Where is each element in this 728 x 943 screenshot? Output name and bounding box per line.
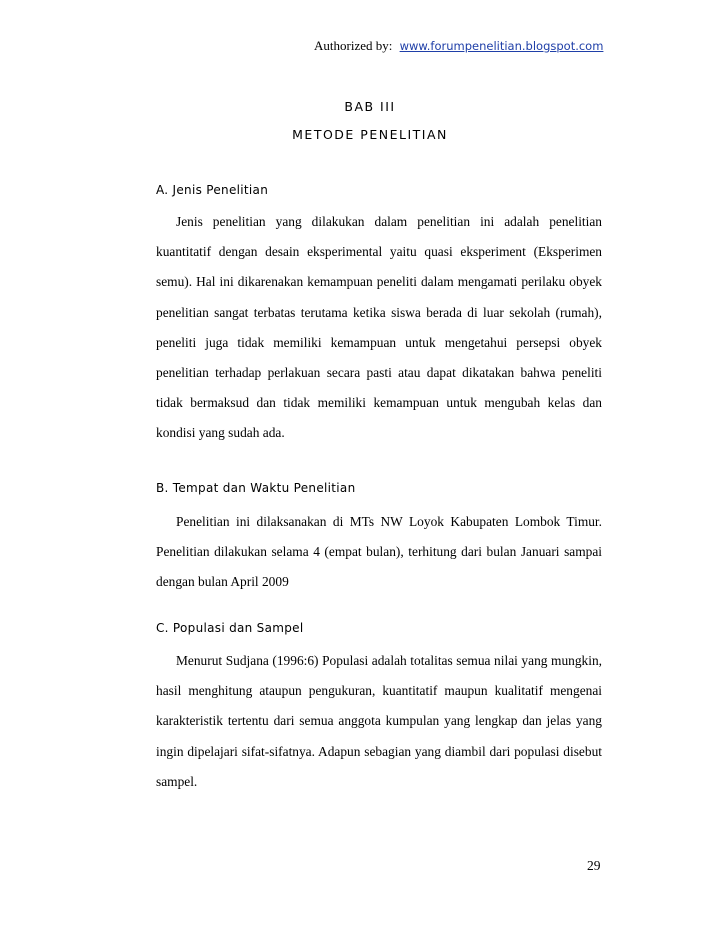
chapter-number: BAB III: [344, 99, 396, 114]
section-paragraph-tempat-waktu: Penelitian ini dilaksanakan di MTs NW Loyok Kabupaten Lombok Timur. Penelitian dilakukan selama 4 (empat bulan), terhitung dari bulan Januari sampai dengan bulan April 2009: [156, 514, 602, 590]
authorized-link[interactable]: www.forumpenelitian.blogspot.com: [399, 39, 604, 53]
chapter-title: METODE PENELITIAN: [292, 127, 448, 142]
authorized-label: Authorized by:: [314, 38, 393, 53]
authorization-header: [314, 38, 603, 54]
section-heading-tempat-waktu: B. Tempat dan Waktu Penelitian: [156, 481, 356, 495]
page-number: 29: [587, 858, 601, 873]
section-paragraph-populasi-sampel: Menurut Sudjana (1996:6) Populasi adalah totalitas semua nilai yang mungkin, hasil menghitung ataupun pengukuran, kuantitatif maupun kualitatif mengenai karakteristik tertentu dari semua anggota kumpulan yang lengkap dan jelas yang ingin dipelajari sifat-sifatnya. Adapun sebagian yang diambil dari populasi disebut sampel.: [156, 653, 602, 789]
section-heading-jenis-penelitian: A. Jenis Penelitian: [156, 183, 269, 197]
section-heading-populasi-sampel: C. Populasi dan Sampel: [156, 621, 304, 635]
section-paragraph-jenis-penelitian: Jenis penelitian yang dilakukan dalam penelitian ini adalah penelitian kuantitatif dengan desain eksperimental yaitu quasi eksperiment (Eksperimen semu). Hal ini dikarenakan kemampuan peneliti dalam mengamati perilaku obyek penelitian sangat terbatas terutama ketika siswa berada di luar sekolah (rumah), peneliti juga tidak memiliki kemampuan untuk mengetahui persepsi obyek penelitian terhadap perlakuan secara pasti atau dapat dikatakan bahwa peneliti tidak bermaksud dan tidak memiliki kemampuan untuk mengubah kelas dan kondisi yang sudah ada.: [156, 214, 602, 441]
